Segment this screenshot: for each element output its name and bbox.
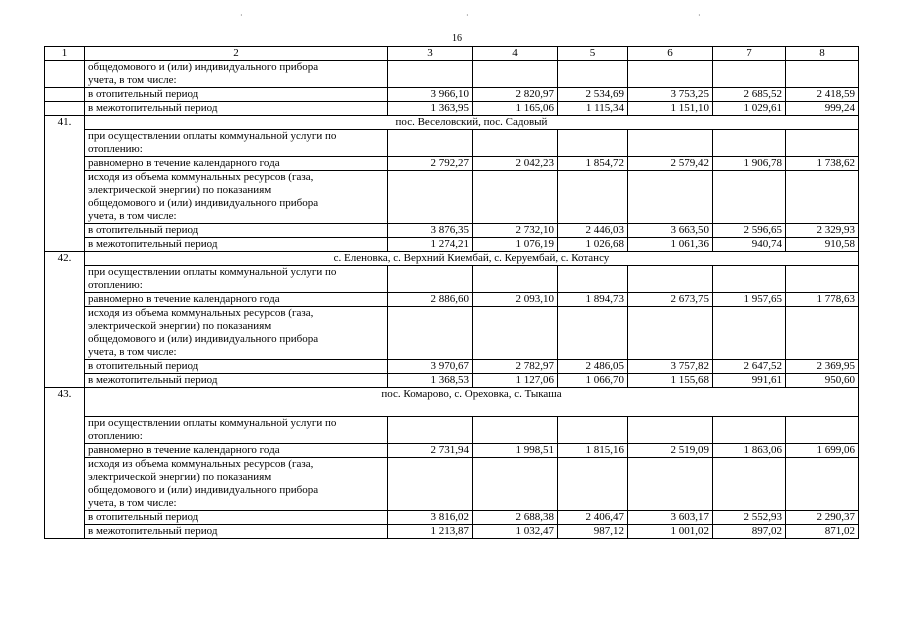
value-cell: 3 970,67 — [388, 360, 473, 374]
section-location: с. Еленовка, с. Верхний Киембай, с. Керуембай, с. Котансу — [85, 252, 859, 266]
value-cell — [786, 130, 859, 157]
value-cell: 991,61 — [713, 374, 786, 388]
value-cell: 3 876,35 — [388, 224, 473, 238]
value-cell — [558, 307, 628, 360]
value-cell — [473, 307, 558, 360]
value-cell — [558, 458, 628, 511]
table-row — [45, 130, 859, 157]
column-header: 2 — [85, 47, 388, 61]
value-cell — [473, 61, 558, 88]
value-cell — [558, 171, 628, 224]
value-cell: 1 778,63 — [786, 293, 859, 307]
table-row — [45, 224, 859, 238]
value-cell — [713, 417, 786, 444]
value-cell: 2 820,97 — [473, 88, 558, 102]
value-cell — [558, 61, 628, 88]
section-location: пос. Комарово, с. Ореховка, с. Тыкаша — [85, 388, 859, 417]
value-cell: 2 673,75 — [628, 293, 713, 307]
section-number: 41. — [45, 116, 85, 252]
table-row — [45, 266, 859, 293]
row-description — [85, 360, 388, 374]
section-location: пос. Веселовский, пос. Садовый — [85, 116, 859, 130]
description-line: в отопительный период — [88, 511, 199, 523]
table-row — [45, 525, 859, 539]
row-description — [85, 61, 388, 88]
column-header: 1 — [45, 47, 85, 61]
value-cell: 2 369,95 — [786, 360, 859, 374]
scan-speck: · — [466, 11, 469, 20]
value-cell — [786, 458, 859, 511]
value-cell: 1 029,61 — [713, 102, 786, 116]
description-line: в отопительный период — [88, 360, 199, 372]
scan-speck: · — [698, 11, 701, 20]
value-cell: 2 042,23 — [473, 157, 558, 171]
row-description — [85, 417, 388, 444]
value-cell — [786, 307, 859, 360]
column-header: 7 — [713, 47, 786, 61]
description-line: исходя из объема коммунальных ресурсов (газа, — [88, 458, 314, 470]
description-line: в межотопительный период — [88, 102, 218, 114]
value-cell: 1 076,19 — [473, 238, 558, 252]
value-cell — [713, 61, 786, 88]
value-cell: 1 906,78 — [713, 157, 786, 171]
description-line: отоплению: — [88, 430, 143, 442]
value-cell: 2 093,10 — [473, 293, 558, 307]
value-cell: 1 127,06 — [473, 374, 558, 388]
value-cell: 1 699,06 — [786, 444, 859, 458]
row-description — [85, 458, 388, 511]
row-description — [85, 525, 388, 539]
value-cell — [388, 307, 473, 360]
column-header: 8 — [786, 47, 859, 61]
description-line: в отопительный период — [88, 224, 199, 236]
description-line: электрической энергии) по показаниям — [88, 471, 272, 483]
value-cell — [786, 171, 859, 224]
value-cell — [473, 417, 558, 444]
value-cell — [473, 458, 558, 511]
value-cell: 1 854,72 — [558, 157, 628, 171]
value-cell: 1 061,36 — [628, 238, 713, 252]
value-cell — [628, 61, 713, 88]
page-number: 16 — [452, 33, 462, 44]
value-cell: 2 685,52 — [713, 88, 786, 102]
value-cell: 2 552,93 — [713, 511, 786, 525]
value-cell: 1 738,62 — [786, 157, 859, 171]
value-cell: 2 406,47 — [558, 511, 628, 525]
row-description — [85, 130, 388, 157]
value-cell — [713, 130, 786, 157]
value-cell: 2 792,27 — [388, 157, 473, 171]
value-cell: 940,74 — [713, 238, 786, 252]
value-cell: 2 486,05 — [558, 360, 628, 374]
description-line: в межотопительный период — [88, 238, 218, 250]
description-line: электрической энергии) по показаниям — [88, 184, 272, 196]
description-line: равномерно в течение календарного года — [88, 293, 280, 305]
value-cell — [713, 171, 786, 224]
value-cell: 2 731,94 — [388, 444, 473, 458]
description-line: общедомового и (или) индивидуального прибора — [88, 61, 319, 73]
value-cell: 871,02 — [786, 525, 859, 539]
table-row — [45, 307, 859, 360]
description-line: при осуществлении оплаты коммунальной услуги по — [88, 417, 337, 429]
description-line: учета, в том числе: — [88, 346, 177, 358]
description-line: исходя из объема коммунальных ресурсов (газа, — [88, 307, 314, 319]
table-row — [45, 511, 859, 525]
value-cell: 910,58 — [786, 238, 859, 252]
value-cell: 1 368,53 — [388, 374, 473, 388]
value-cell: 1 026,68 — [558, 238, 628, 252]
value-cell: 1 155,68 — [628, 374, 713, 388]
row-description — [85, 511, 388, 525]
value-cell: 3 966,10 — [388, 88, 473, 102]
value-cell: 1 363,95 — [388, 102, 473, 116]
value-cell — [388, 171, 473, 224]
description-line: общедомового и (или) индивидуального прибора — [88, 197, 319, 209]
value-cell: 3 753,25 — [628, 88, 713, 102]
value-cell: 2 688,38 — [473, 511, 558, 525]
value-cell: 1 165,06 — [473, 102, 558, 116]
description-line: отоплению: — [88, 279, 143, 291]
row-description — [85, 88, 388, 102]
description-line: при осуществлении оплаты коммунальной услуги по — [88, 130, 337, 142]
section-header-row — [45, 116, 859, 130]
description-line: учета, в том числе: — [88, 497, 177, 509]
table-row — [45, 102, 859, 116]
table-row — [45, 61, 859, 88]
value-cell: 1 032,47 — [473, 525, 558, 539]
row-number-cell — [45, 61, 85, 88]
value-cell: 2 290,37 — [786, 511, 859, 525]
value-cell — [388, 266, 473, 293]
value-cell: 2 596,65 — [713, 224, 786, 238]
table-row — [45, 444, 859, 458]
description-line: равномерно в течение календарного года — [88, 157, 280, 169]
table-row — [45, 171, 859, 224]
value-cell: 897,02 — [713, 525, 786, 539]
row-description — [85, 224, 388, 238]
section-header-row — [45, 388, 859, 417]
value-cell: 1 274,21 — [388, 238, 473, 252]
value-cell — [786, 417, 859, 444]
column-header-row — [45, 47, 859, 61]
value-cell: 2 534,69 — [558, 88, 628, 102]
value-cell: 2 519,09 — [628, 444, 713, 458]
value-cell — [388, 130, 473, 157]
value-cell: 987,12 — [558, 525, 628, 539]
table-row — [45, 88, 859, 102]
value-cell: 1 815,16 — [558, 444, 628, 458]
table-row — [45, 374, 859, 388]
value-cell — [786, 61, 859, 88]
row-description — [85, 374, 388, 388]
table-row — [45, 458, 859, 511]
row-description — [85, 157, 388, 171]
value-cell: 1 957,65 — [713, 293, 786, 307]
value-cell: 1 863,06 — [713, 444, 786, 458]
value-cell — [628, 458, 713, 511]
description-line: при осуществлении оплаты коммунальной услуги по — [88, 266, 337, 278]
value-cell: 3 603,17 — [628, 511, 713, 525]
value-cell — [473, 171, 558, 224]
value-cell: 999,24 — [786, 102, 859, 116]
value-cell: 1 001,02 — [628, 525, 713, 539]
value-cell: 2 329,93 — [786, 224, 859, 238]
value-cell: 2 418,59 — [786, 88, 859, 102]
table-row — [45, 360, 859, 374]
value-cell: 3 663,50 — [628, 224, 713, 238]
value-cell — [628, 171, 713, 224]
value-cell — [558, 417, 628, 444]
description-line: в межотопительный период — [88, 525, 218, 537]
value-cell: 2 732,10 — [473, 224, 558, 238]
value-cell: 1 894,73 — [558, 293, 628, 307]
value-cell — [473, 130, 558, 157]
value-cell: 1 151,10 — [628, 102, 713, 116]
value-cell — [388, 417, 473, 444]
value-cell: 2 886,60 — [388, 293, 473, 307]
value-cell: 3 757,82 — [628, 360, 713, 374]
description-line: в отопительный период — [88, 88, 199, 100]
value-cell: 1 213,87 — [388, 525, 473, 539]
row-number-cell — [45, 102, 85, 116]
row-description — [85, 293, 388, 307]
tariff-table — [44, 46, 859, 539]
value-cell — [786, 266, 859, 293]
row-description — [85, 102, 388, 116]
value-cell — [713, 458, 786, 511]
description-line: учета, в том числе: — [88, 74, 177, 86]
value-cell — [628, 417, 713, 444]
section-header-row — [45, 252, 859, 266]
value-cell — [558, 130, 628, 157]
description-line: общедомового и (или) индивидуального прибора — [88, 484, 319, 496]
column-header: 6 — [628, 47, 713, 61]
value-cell: 2 647,52 — [713, 360, 786, 374]
value-cell: 3 816,02 — [388, 511, 473, 525]
value-cell: 1 115,34 — [558, 102, 628, 116]
description-line: исходя из объема коммунальных ресурсов (газа, — [88, 171, 314, 183]
value-cell: 1 998,51 — [473, 444, 558, 458]
value-cell: 2 446,03 — [558, 224, 628, 238]
column-header: 4 — [473, 47, 558, 61]
description-line: отоплению: — [88, 143, 143, 155]
value-cell — [628, 130, 713, 157]
row-description — [85, 307, 388, 360]
value-cell: 2 579,42 — [628, 157, 713, 171]
description-line: электрической энергии) по показаниям — [88, 320, 272, 332]
row-description — [85, 238, 388, 252]
description-line: общедомового и (или) индивидуального прибора — [88, 333, 319, 345]
column-header: 3 — [388, 47, 473, 61]
value-cell: 2 782,97 — [473, 360, 558, 374]
table-row — [45, 157, 859, 171]
value-cell: 950,60 — [786, 374, 859, 388]
value-cell — [628, 266, 713, 293]
value-cell — [713, 266, 786, 293]
row-description — [85, 266, 388, 293]
table-row — [45, 417, 859, 444]
value-cell — [473, 266, 558, 293]
description-line: равномерно в течение календарного года — [88, 444, 280, 456]
value-cell — [628, 307, 713, 360]
scan-speck: · — [240, 11, 243, 20]
value-cell — [388, 61, 473, 88]
section-number: 43. — [45, 388, 85, 539]
row-number-cell — [45, 88, 85, 102]
value-cell — [713, 307, 786, 360]
value-cell — [388, 458, 473, 511]
column-header: 5 — [558, 47, 628, 61]
description-line: учета, в том числе: — [88, 210, 177, 222]
table-row — [45, 293, 859, 307]
value-cell: 1 066,70 — [558, 374, 628, 388]
table-row — [45, 238, 859, 252]
value-cell — [558, 266, 628, 293]
row-description — [85, 444, 388, 458]
section-number: 42. — [45, 252, 85, 388]
row-description — [85, 171, 388, 224]
description-line: в межотопительный период — [88, 374, 218, 386]
